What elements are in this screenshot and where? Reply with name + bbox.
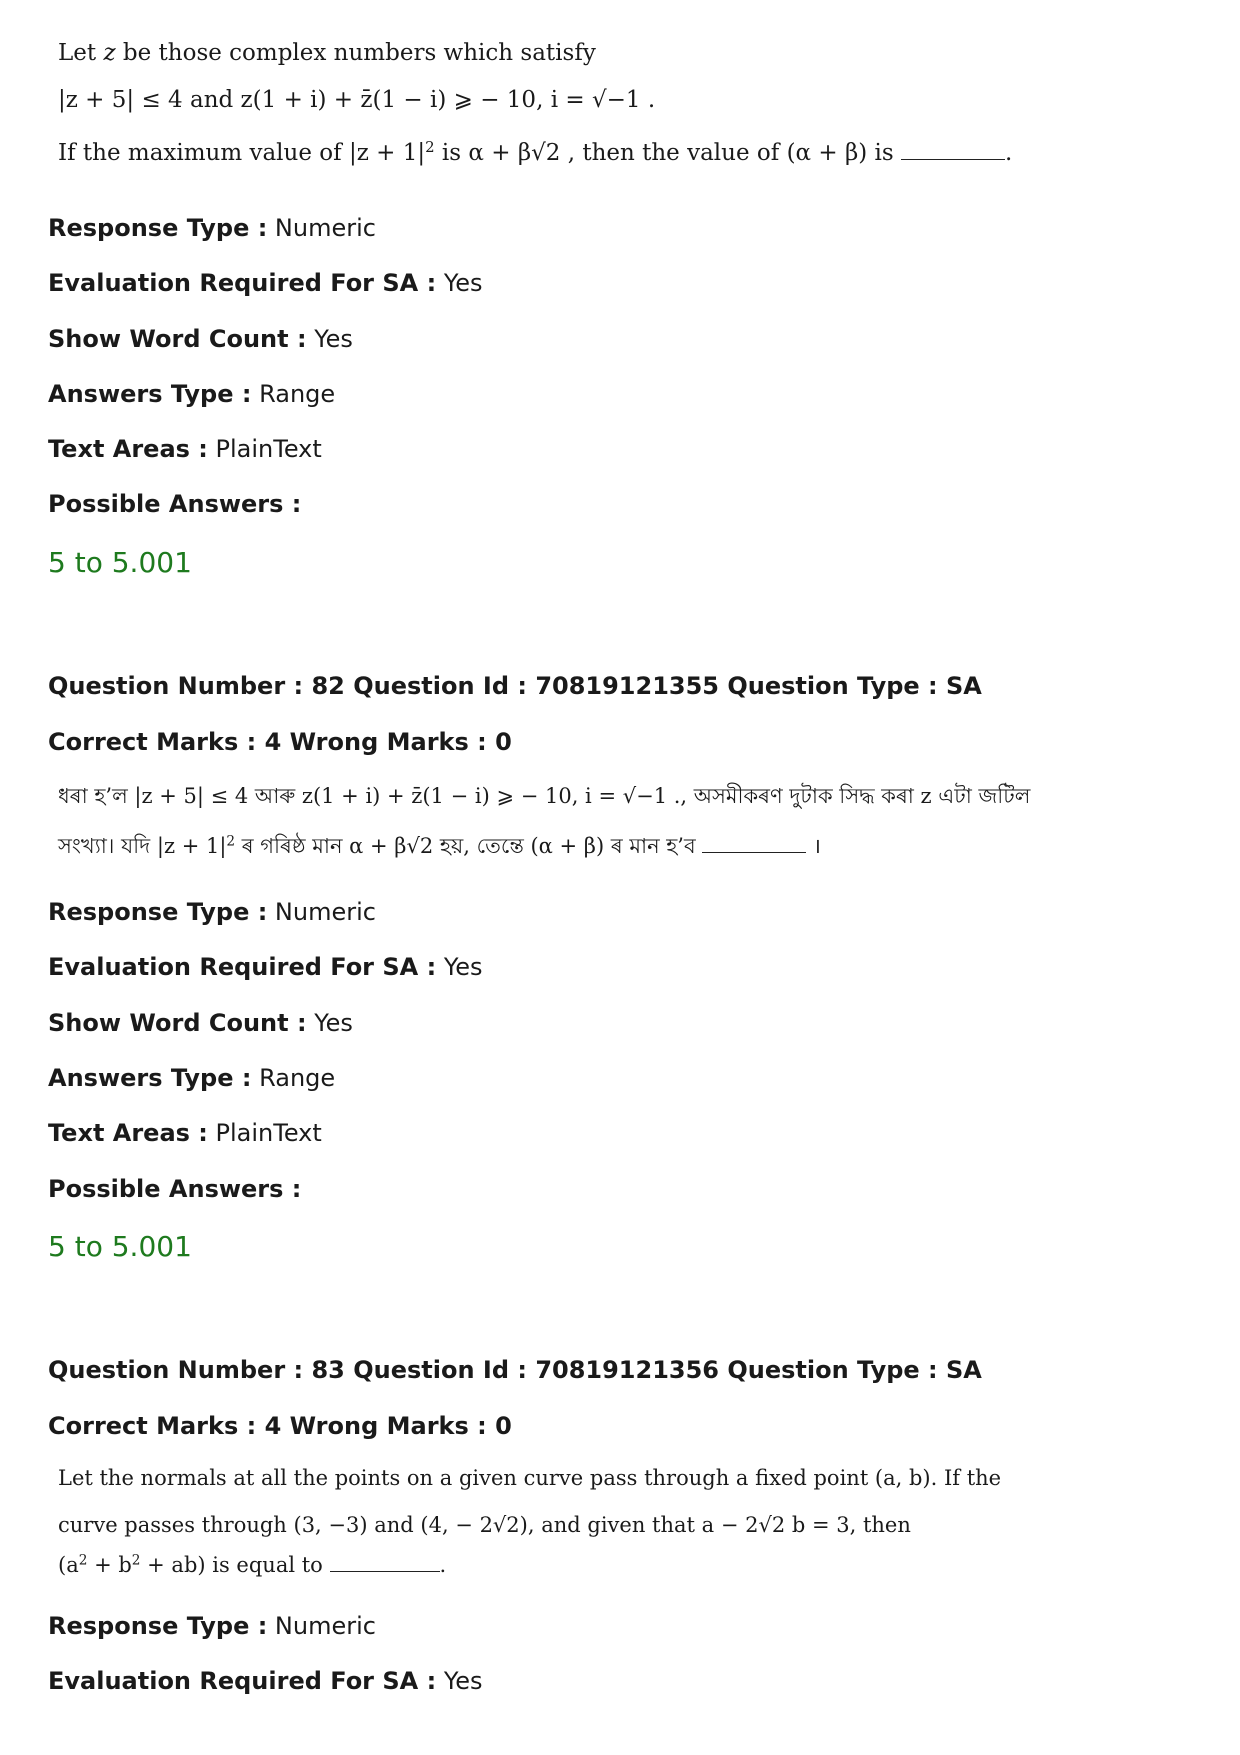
q81-answer-value: 5 to 5.001 — [48, 546, 192, 579]
field-value: PlainText — [207, 1119, 322, 1147]
q81-question-line-3 — [58, 137, 1013, 166]
q81-question-line-2: |z + 5| ≤ 4 and z(1 + i) + z̄(1 − i) ⩾ − 10, i = √−1 . — [58, 87, 656, 113]
q82-text-areas — [48, 1119, 322, 1147]
field-label: Response Type : — [48, 1612, 268, 1640]
q82-response-type — [48, 898, 376, 926]
q82-answers-type — [48, 1064, 335, 1092]
field-value: Numeric — [267, 898, 376, 926]
field-value: Yes — [436, 269, 483, 297]
q82-superscript: 2 — [226, 833, 236, 850]
field-label: Possible Answers : — [48, 1175, 302, 1203]
q83-question-line-2: curve passes through (3, −3) and (4, − 2√2), and given that a − 2√2 b = 3, then — [58, 1513, 911, 1537]
q82-text: সংখ্যা। যদি |z + 1| — [58, 834, 227, 858]
q83-text: + b — [87, 1553, 132, 1577]
q82-show-word-count — [48, 1009, 353, 1037]
field-label: Possible Answers : — [48, 490, 302, 518]
q83-header: Question Number : 83 Question Id : 70819121356 Question Type : SA — [48, 1356, 982, 1384]
q82-possible-answers — [48, 1175, 301, 1203]
q83-text: + ab) is equal to — [140, 1553, 330, 1577]
q83-superscript: 2 — [78, 1552, 88, 1569]
field-label: Answers Type : — [48, 1064, 252, 1092]
q82-answer-value: 5 to 5.001 — [48, 1230, 192, 1263]
q81-answers-type — [48, 380, 335, 408]
answer-blank — [330, 1571, 440, 1572]
q83-question-line-1: Let the normals at all the points on a given curve pass through a fixed point (a, b). If the — [58, 1466, 1002, 1490]
field-label: Response Type : — [48, 898, 268, 926]
q81-text-areas — [48, 435, 322, 463]
field-value: Yes — [306, 1009, 353, 1037]
q83-response-type — [48, 1612, 376, 1640]
answer-blank — [702, 852, 806, 853]
q81-response-type — [48, 214, 376, 242]
q83-evaluation-required — [48, 1667, 483, 1695]
q83-superscript: 2 — [131, 1552, 141, 1569]
field-value: PlainText — [207, 435, 322, 463]
q82-evaluation-required — [48, 953, 483, 981]
field-value: Yes — [436, 953, 483, 981]
field-label: Text Areas : — [48, 1119, 208, 1147]
q82-text: । — [806, 834, 821, 858]
q81-text: be those complex numbers which satisfy — [115, 40, 596, 66]
q81-possible-answers — [48, 490, 301, 518]
field-label: Response Type : — [48, 214, 268, 242]
q81-text: . — [1005, 140, 1013, 166]
field-value: Numeric — [267, 214, 376, 242]
field-label: Show Word Count : — [48, 1009, 307, 1037]
q83-text: . — [439, 1553, 447, 1577]
answer-blank — [901, 159, 1005, 160]
q83-marks: Correct Marks : 4 Wrong Marks : 0 — [48, 1412, 512, 1440]
q81-text: is α + β√2 , then the value of (α + β) is — [434, 140, 902, 166]
q82-header: Question Number : 82 Question Id : 70819121355 Question Type : SA — [48, 672, 982, 700]
field-value: Numeric — [267, 1612, 376, 1640]
q81-text: If the maximum value of |z + 1| — [58, 140, 426, 166]
q81-superscript: 2 — [425, 137, 435, 156]
q81-text: Let — [58, 40, 104, 66]
field-label: Evaluation Required For SA : — [48, 1667, 437, 1695]
q81-text: z — [103, 40, 116, 66]
field-label: Evaluation Required For SA : — [48, 269, 437, 297]
field-value: Yes — [306, 325, 353, 353]
q81-show-word-count — [48, 325, 353, 353]
q82-question-line-1: ধৰা হ’ল |z + 5| ≤ 4 আৰু z(1 + i) + z̄(1 − i) ⩾ − 10, i = √−1 ., অসমীকৰণ দুটাক সিদ্ধ কৰা z এটা জটিল — [58, 784, 1031, 808]
field-value: Range — [251, 380, 336, 408]
q82-question-line-2 — [58, 833, 821, 858]
field-label: Show Word Count : — [48, 325, 307, 353]
field-value: Yes — [436, 1667, 483, 1695]
q81-question-line-1 — [58, 42, 596, 65]
field-label: Answers Type : — [48, 380, 252, 408]
q83-question-line-3 — [58, 1552, 447, 1577]
field-label: Text Areas : — [48, 435, 208, 463]
q81-evaluation-required — [48, 269, 483, 297]
field-value: Range — [251, 1064, 336, 1092]
field-label: Evaluation Required For SA : — [48, 953, 437, 981]
q82-marks: Correct Marks : 4 Wrong Marks : 0 — [48, 728, 512, 756]
q83-text: (a — [58, 1553, 79, 1577]
q82-text: ৰ গৰিষ্ঠ মান α + β√2 হয়, তেন্তে (α + β) ৰ মান হ’ব — [235, 834, 703, 858]
